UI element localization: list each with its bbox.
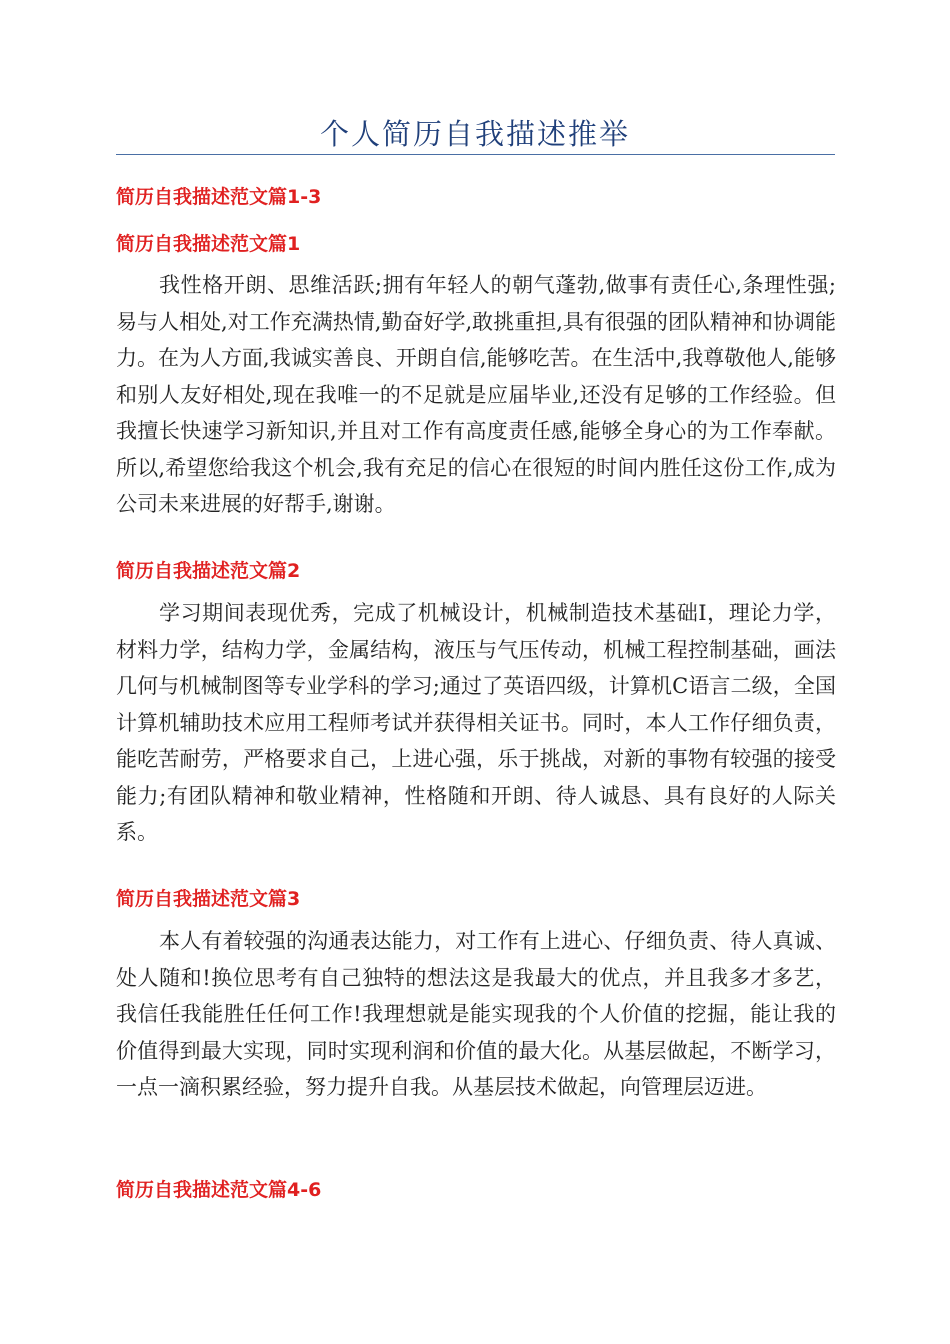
section-heading: 简历自我描述范文篇2: [116, 560, 301, 582]
section-heading: 简历自我描述范文篇1: [116, 233, 301, 255]
section-heading: 简历自我描述范文篇4-6: [116, 1179, 322, 1201]
section-paragraph: 本人有着较强的沟通表达能力，对工作有上进心、仔细负责、待人真诚、处人随和!换位思考有自己独特的想法这是我最大的优点，并且我多才多艺，我信任我能胜任任何工作!我理想就是能实现我的个人价值的挖掘，能让我的价值得到最大实现，同时实现利润和价值的最大化。从基层做起，不断学习，一点一滴积累经验，努力提升自我。从基层技术做起，向管理层迈进。: [116, 929, 836, 1099]
title-underline: [116, 154, 835, 155]
section-heading: 简历自我描述范文篇3: [116, 888, 301, 910]
section-paragraph: 我性格开朗、思维活跃;拥有年轻人的朝气蓬勃,做事有责任心,条理性强;易与人相处,对工作充满热情,勤奋好学,敢挑重担,具有很强的团队精神和协调能力。在为人方面,我诚实善良、开朗自信,能够吃苦。在生活中,我尊敬他人,能够和别人友好相处,现在我唯一的不足就是应届毕业,还没有足够的工作经验。但我擅长快速学习新知识,并且对工作有高度责任感,能够全身心的为工作奉献。所以,希望您给我这个机会,我有充足的信心在很短的时间内胜任这份工作,成为公司未来进展的好帮手,谢谢。: [116, 273, 836, 516]
section-paragraph: 学习期间表现优秀，完成了机械设计，机械制造技术基础Ⅰ，理论力学，材料力学，结构力学，金属结构，液压与气压传动，机械工程控制基础，画法几何与机械制图等专业学科的学习;通过了英语四级，计算机C语言二级，全国计算机辅助技术应用工程师考试并获得相关证书。同时，本人工作仔细负责，能吃苦耐劳，严格要求自己，上进心强，乐于挑战，对新的事物有较强的接受能力;有团队精神和敬业精神，性格随和开朗、待人诚恳、具有良好的人际关系。: [116, 601, 836, 844]
document-title: 个人简历自我描述推举: [319, 117, 630, 151]
section-heading: 简历自我描述范文篇1-3: [116, 186, 322, 208]
